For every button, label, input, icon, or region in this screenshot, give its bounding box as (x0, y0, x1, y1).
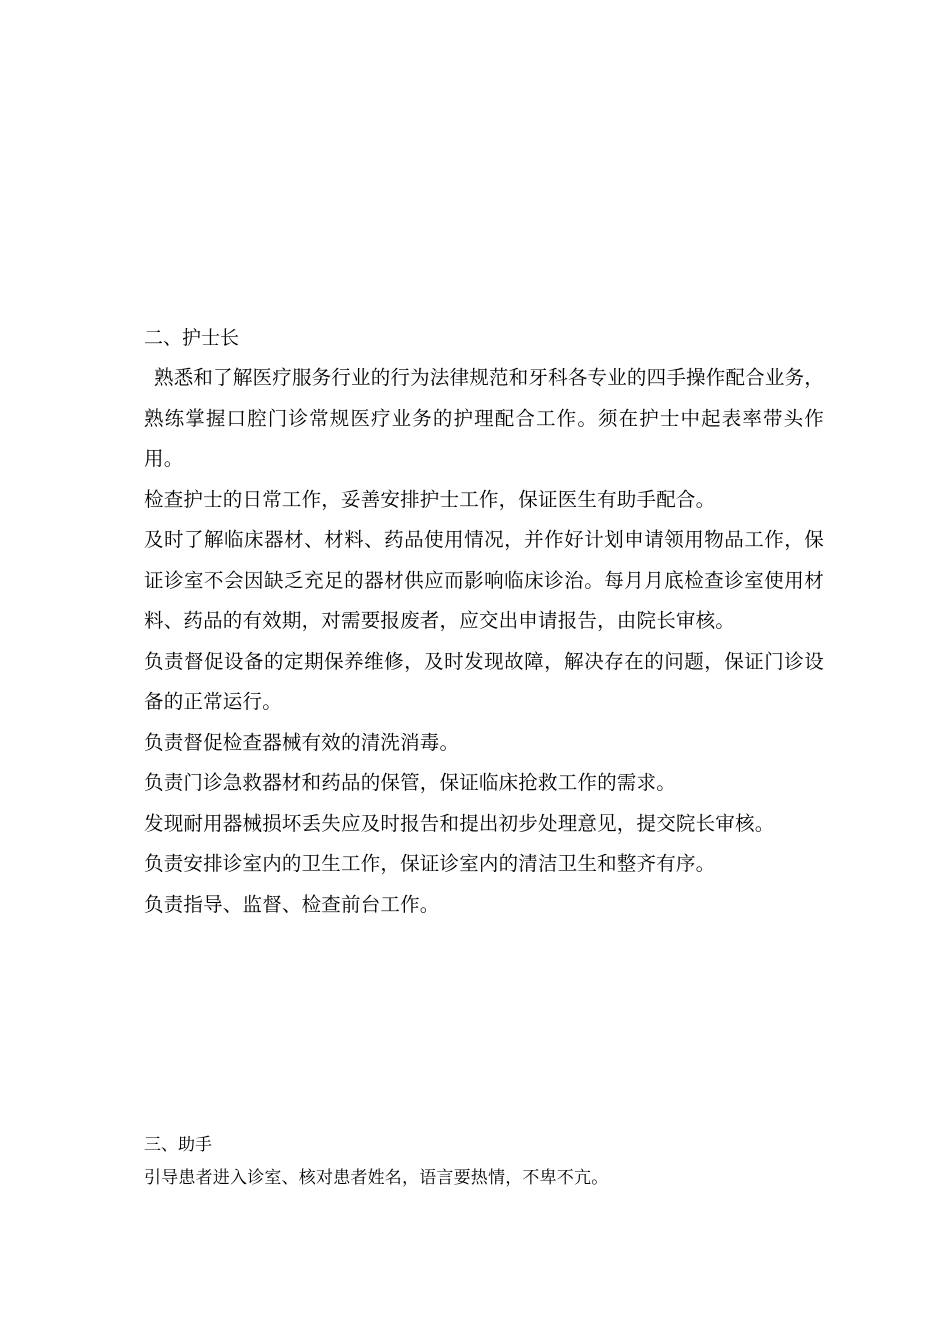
paragraph: 引导患者进入诊室、核对患者姓名，语言要热情，不卑不亢。 (144, 1168, 609, 1188)
paragraph: 检查护士的日常工作，妥善安排护士工作，保证医生有助手配合。 (144, 487, 716, 511)
paragraph: 负责安排诊室内的卫生工作，保证诊室内的清洁卫生和整齐有序。 (144, 852, 716, 875)
section-assistant (144, 1130, 824, 1196)
section-heading: 三、助手 (144, 1135, 212, 1155)
paragraph: 负责指导、监督、检查前台工作。 (144, 892, 440, 916)
paragraph: 及时了解临床器材、材料、药品使用情况，并作好计划申请领用物品工作，保证诊室不会因缺乏充足的器材供应而影响临床诊治。每月月底检查诊室使用材料、药品的有效期，对需要报废者，应交出申请报告，由院长审核。 (144, 528, 824, 632)
paragraph: 负责门诊急救器材和药品的保管，保证临床抢救工作的需求。 (144, 771, 676, 794)
paragraph: 熟悉和了解医疗服务行业的行为法律规范和牙科各专业的四手操作配合业务，熟练掌握口腔门诊常规医疗业务的护理配合工作。须在护士中起表率带头作用。 (144, 366, 824, 470)
paragraph: 负责督促检查器械有效的清洗消毒。 (144, 730, 460, 754)
paragraph: 发现耐用器械损坏丢失应及时报告和提出初步处理意见，提交院长审核。 (144, 811, 775, 835)
section-head-nurse (144, 318, 824, 925)
paragraph: 负责督促设备的定期保养维修，及时发现故障，解决存在的问题，保证门诊设备的正常运行。 (144, 649, 824, 713)
section-heading: 二、护士长 (144, 327, 240, 349)
